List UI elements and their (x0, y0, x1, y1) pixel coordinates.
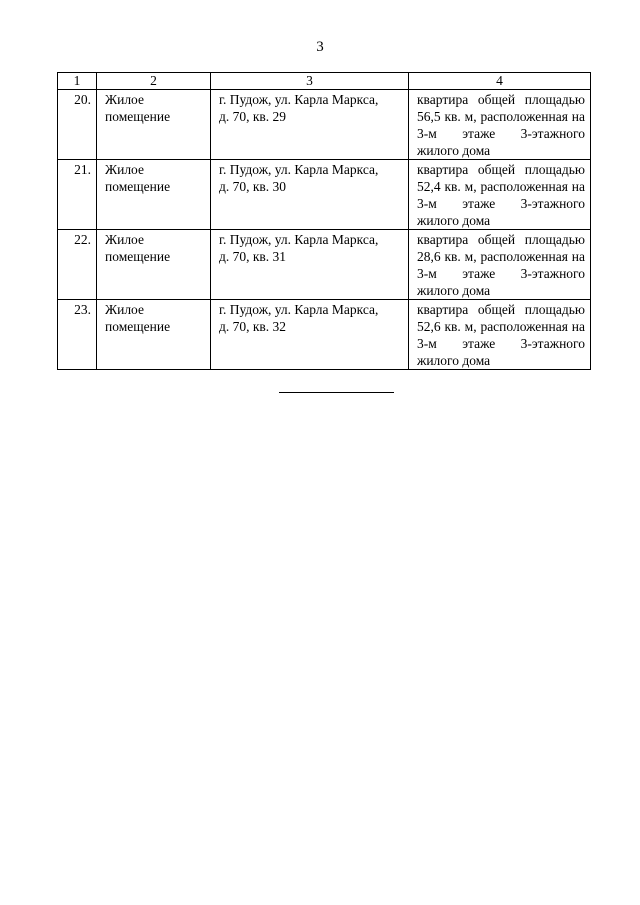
description-cell: квартира общей площадью 28,6 кв. м, расположенная на 3-м этаже 3-этажного жилого дома (409, 230, 591, 300)
page-number: 3 (316, 39, 324, 55)
object-name-line: помещение (105, 249, 171, 264)
column-header-4: 4 (409, 73, 591, 90)
object-name-line: Жилое (105, 302, 144, 317)
object-name-cell (97, 160, 211, 230)
address-cell (211, 160, 409, 230)
description-cell: квартира общей площадью 52,4 кв. м, расположенная на 3-м этаже 3-этажного жилого дома (409, 160, 591, 230)
object-name-line: помещение (105, 109, 171, 124)
object-name-line: Жилое (105, 232, 144, 247)
address-cell (211, 230, 409, 300)
description-cell: квартира общей площадью 52,6 кв. м, расположенная на 3-м этаже 3-этажного жилого дома (409, 300, 591, 370)
object-name-line: Жилое (105, 162, 144, 177)
row-number: 21. (58, 160, 97, 230)
object-name-line: помещение (105, 319, 171, 334)
table-row (58, 90, 591, 160)
object-name-line: Жилое (105, 92, 144, 107)
object-name-line: помещение (105, 179, 171, 194)
row-number: 23. (58, 300, 97, 370)
address-line: д. 70, кв. 32 (219, 319, 287, 334)
address-line: г. Пудож, ул. Карла Маркса, (219, 302, 379, 317)
address-line: г. Пудож, ул. Карла Маркса, (219, 232, 379, 247)
column-header-1: 1 (58, 73, 97, 90)
column-header-2: 2 (97, 73, 211, 90)
address-cell (211, 300, 409, 370)
address-line: д. 70, кв. 30 (219, 179, 287, 194)
address-line: д. 70, кв. 29 (219, 109, 287, 124)
address-line: г. Пудож, ул. Карла Маркса, (219, 162, 379, 177)
table-row (58, 230, 591, 300)
row-number: 22. (58, 230, 97, 300)
address-line: г. Пудож, ул. Карла Маркса, (219, 92, 379, 107)
column-header-3: 3 (211, 73, 409, 90)
address-cell (211, 90, 409, 160)
table-row (58, 160, 591, 230)
object-name-cell (97, 300, 211, 370)
row-number: 20. (58, 90, 97, 160)
table-header-row (58, 73, 591, 90)
object-name-cell (97, 230, 211, 300)
property-table (57, 72, 591, 370)
object-name-cell (97, 90, 211, 160)
table-row (58, 300, 591, 370)
description-cell: квартира общей площадью 56,5 кв. м, расположенная на 3-м этаже 3-этажного жилого дома (409, 90, 591, 160)
address-line: д. 70, кв. 31 (219, 249, 287, 264)
end-of-document-rule (279, 392, 394, 393)
